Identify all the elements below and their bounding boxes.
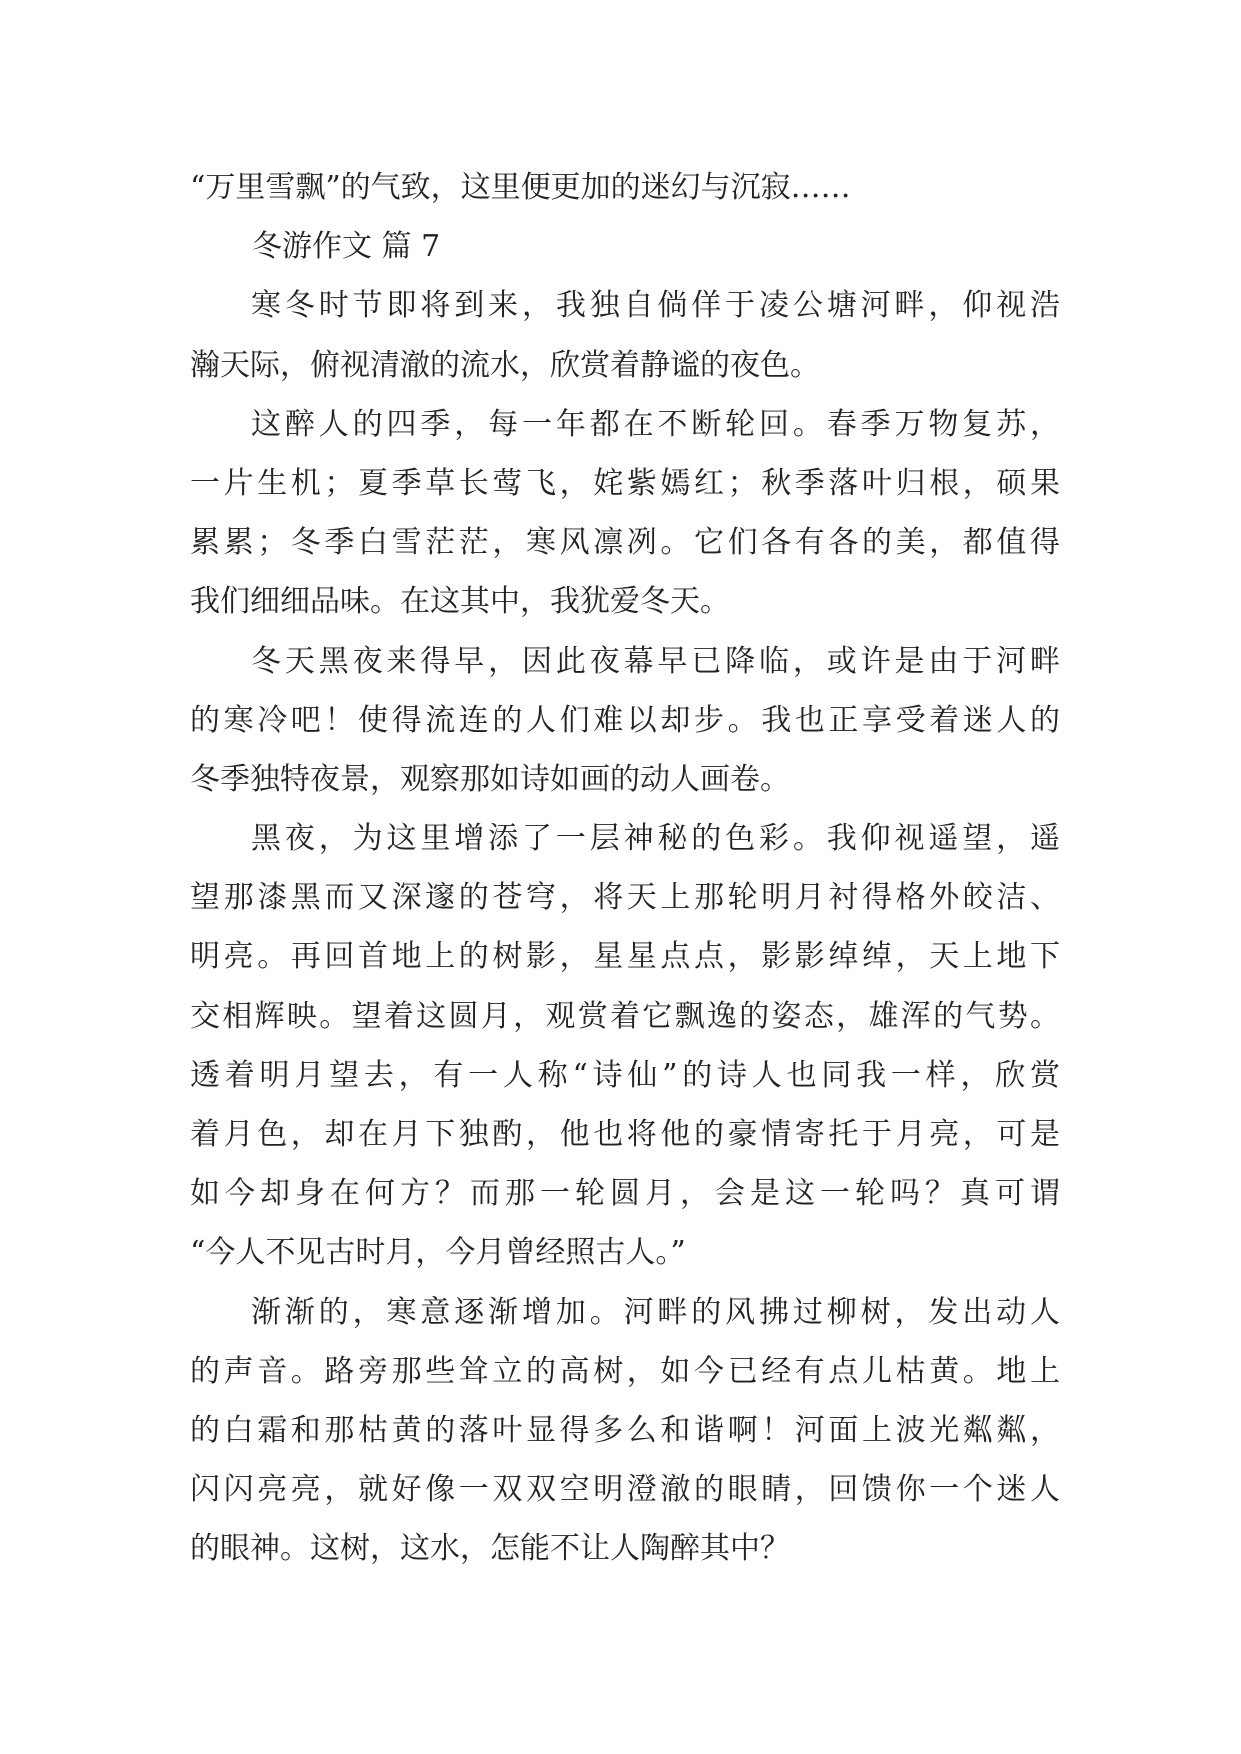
document-body bbox=[190, 158, 1060, 1579]
text-line: 的眼神。这树，这水，怎能不让人陶醉其中？ bbox=[190, 1531, 790, 1567]
text-line: 这醉人的四季，每一年都在不断轮回。春季万物复苏， bbox=[251, 406, 1060, 442]
text-line: 寒冬时节即将到来，我独自倘佯于凌公塘河畔，仰视浩 bbox=[251, 288, 1060, 324]
section-heading: 冬游作文 篇 7 bbox=[252, 229, 441, 265]
text-line: 我们细细品味。在这其中，我犹爱冬天。 bbox=[190, 584, 730, 620]
text-line: 冬季独特夜景，观察那如诗如画的动人画卷。 bbox=[190, 761, 790, 797]
text-line: 的白霜和那枯黄的落叶显得多么和谐啊！河面上波光粼粼， bbox=[190, 1412, 1060, 1448]
text-line: 透着明月望去，有一人称“诗仙”的诗人也同我一样，欣赏 bbox=[190, 1057, 1060, 1093]
text-line: 一片生机；夏季草长莺飞，姹紫嫣红；秋季落叶归根，硕果 bbox=[190, 465, 1060, 501]
text-line: 的声音。路旁那些耸立的高树，如今已经有点儿枯黄。地上 bbox=[190, 1353, 1060, 1389]
text-line: 如今却身在何方？而那一轮圆月，会是这一轮吗？真可谓 bbox=[190, 1176, 1060, 1212]
text-line: 累累；冬季白雪茫茫，寒风凛冽。它们各有各的美，都值得 bbox=[190, 525, 1060, 561]
text-line: 黑夜，为这里增添了一层神秘的色彩。我仰视遥望，遥 bbox=[251, 821, 1060, 857]
text-line: 闪闪亮亮，就好像一双双空明澄澈的眼睛，回馈你一个迷人 bbox=[190, 1472, 1060, 1508]
text-line: “今人不见古时月，今月曾经照古人。” bbox=[190, 1235, 686, 1271]
text-line: 瀚天际，俯视清澈的流水，欣赏着静谧的夜色。 bbox=[190, 347, 820, 383]
text-line: “万里雪飘”的气致，这里便更加的迷幻与沉寂…… bbox=[190, 170, 851, 205]
text-line: 明亮。再回首地上的树影，星星点点，影影绰绰，天上地下 bbox=[190, 939, 1060, 975]
text-line: 着月色，却在月下独酌，他也将他的豪情寄托于月亮，可是 bbox=[190, 1117, 1060, 1152]
text-line: 冬天黑夜来得早，因此夜幕早已降临，或许是由于河畔 bbox=[251, 643, 1060, 679]
text-line: 渐渐的，寒意逐渐增加。河畔的风拂过柳树，发出动人 bbox=[251, 1294, 1060, 1330]
text-line: 的寒冷吧！使得流连的人们难以却步。我也正享受着迷人的 bbox=[190, 702, 1060, 738]
text-line: 望那漆黑而又深邃的苍穹，将天上那轮明月衬得格外皎洁、 bbox=[190, 880, 1060, 916]
text-line: 交相辉映。望着这圆月，观赏着它飘逸的姿态，雄浑的气势。 bbox=[190, 998, 1060, 1034]
